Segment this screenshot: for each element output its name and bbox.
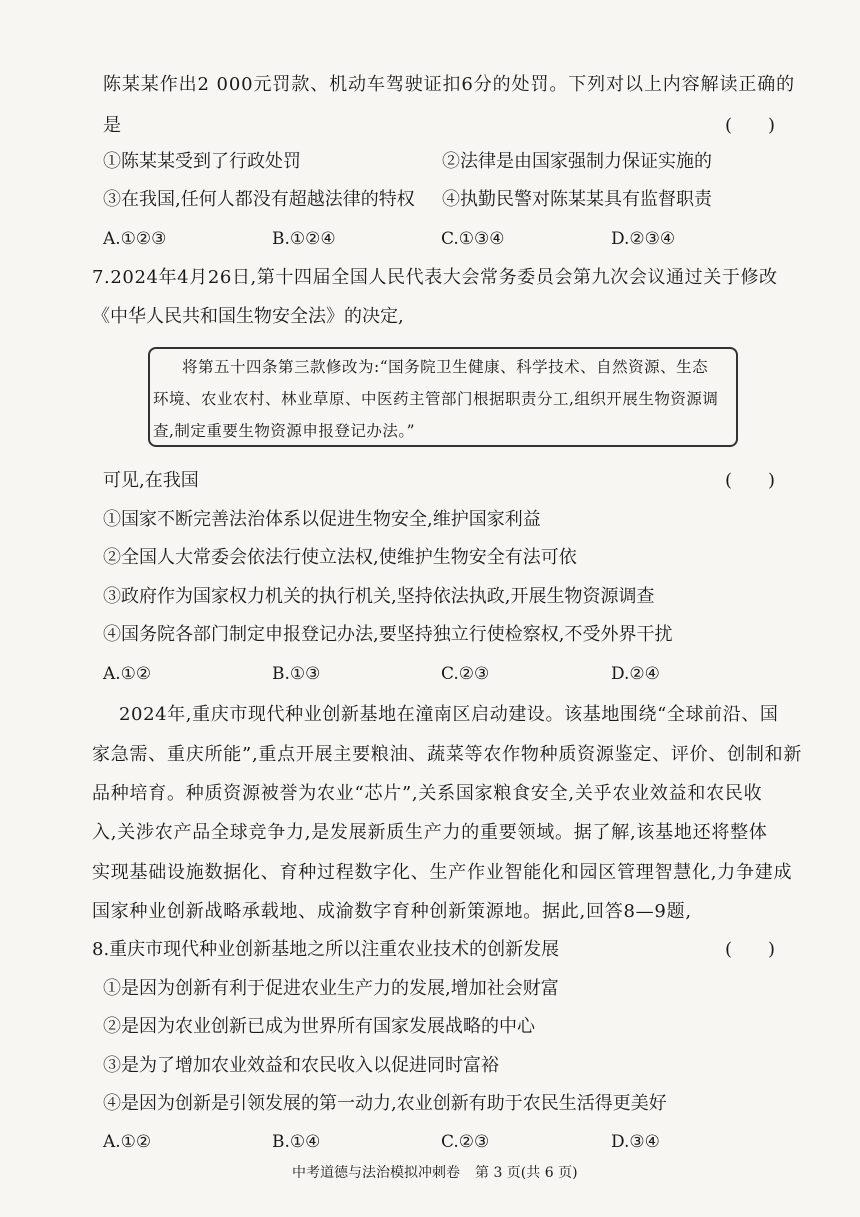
passage-line-1: 2024年,重庆市现代种业创新基地在潼南区启动建设。该基地围绕“全球前沿、国 bbox=[119, 704, 779, 725]
q8-option-b: B.①④ bbox=[272, 1132, 321, 1152]
q6-stem-end: 是 bbox=[103, 115, 121, 136]
q6-statement-1: ①陈某某受到了行政处罚 bbox=[103, 151, 301, 172]
passage-line-5: 实现基础设施数据化、育种过程数字化、生产作业智能化和园区管理智慧化,力争建成 bbox=[92, 862, 793, 883]
passage-line-3: 品种培育。种质资源被誉为农业“芯片”,关系国家粮食安全,关乎农业效益和农民收 bbox=[92, 783, 763, 804]
q8-answer-blank: ( ) bbox=[725, 939, 776, 960]
q7-answer-blank: ( ) bbox=[725, 470, 776, 491]
q6-stem-continuation: 陈某某作出2 000元罚款、机动车驾驶证扣6分的处罚。下列对以上内容解读正确的 bbox=[103, 74, 796, 95]
q8-statement-2: ②是因为农业创新已成为世界所有国家发展战略的中心 bbox=[103, 1016, 535, 1037]
q8-statement-3: ③是为了增加农业效益和农民收入以促进同时富裕 bbox=[103, 1055, 499, 1076]
passage-line-6: 国家种业创新战略承载地、成渝数字育种创新策源地。据此,回答8—9题, bbox=[92, 901, 692, 922]
q6-answer-blank: ( ) bbox=[725, 115, 776, 136]
passage-line-4: 入,关涉农产品全球竞争力,是发展新质生产力的重要领域。据了解,该基地还将整体 bbox=[92, 822, 768, 843]
q7-statement-2: ②全国人大常委会依法行使立法权,使维护生物安全有法可依 bbox=[103, 547, 577, 568]
q7-stem-line-2: 《中华人民共和国生物安全法》的决定, bbox=[92, 306, 404, 327]
q7-statement-3: ③政府作为国家权力机关的执行机关,坚持依法执政,开展生物资源调查 bbox=[103, 586, 655, 607]
q7-quote-line-3: 查,制定重要生物资源申报登记办法。” bbox=[153, 422, 416, 440]
q7-quote-box bbox=[148, 347, 738, 447]
q8-stem: 8.重庆市现代种业创新基地之所以注重农业技术的创新发展 bbox=[92, 939, 560, 960]
q7-lead: 可见,在我国 bbox=[103, 470, 199, 491]
q8-options bbox=[103, 1130, 783, 1154]
footer-page-number: 第 3 页(共 6 页) bbox=[475, 1165, 578, 1181]
q6-option-a: A.①②③ bbox=[103, 229, 167, 249]
q8-statement-1: ①是因为创新有利于促进农业生产力的发展,增加社会财富 bbox=[103, 978, 559, 999]
q7-options bbox=[103, 662, 783, 686]
footer-title: 中考道德与法治模拟冲刺卷 bbox=[292, 1165, 460, 1181]
q8-option-a: A.①② bbox=[103, 1132, 152, 1152]
q6-option-d: D.②③④ bbox=[611, 229, 676, 249]
q8-option-d: D.③④ bbox=[611, 1132, 660, 1152]
q8-statement-4: ④是因为创新是引领发展的第一动力,农业创新有助于农民生活得更美好 bbox=[103, 1093, 667, 1114]
q7-option-a: A.①② bbox=[103, 664, 152, 684]
q7-quote-line-2: 环境、农业农村、林业草原、中医药主管部门根据职责分工,组织开展生物资源调 bbox=[153, 390, 719, 408]
q7-statement-1: ①国家不断完善法治体系以促进生物安全,维护国家利益 bbox=[103, 509, 541, 530]
q6-statement-4: ④执勤民警对陈某某具有监督职责 bbox=[442, 189, 712, 210]
q7-stem-line-1: 7.2024年4月26日,第十四届全国人民代表大会常务委员会第九次会议通过关于修改 bbox=[92, 267, 778, 288]
q7-quote-line-1: 将第五十四条第三款修改为:“国务院卫生健康、科学技术、自然资源、生态 bbox=[182, 358, 709, 376]
q7-statement-4: ④国务院各部门制定申报登记办法,要坚持独立行使检察权,不受外界干扰 bbox=[103, 624, 673, 645]
q6-statement-2: ②法律是由国家强制力保证实施的 bbox=[442, 151, 712, 172]
q6-option-c: C.①③④ bbox=[441, 229, 505, 249]
q7-option-c: C.②③ bbox=[441, 664, 490, 684]
q6-statement-3: ③在我国,任何人都没有超越法律的特权 bbox=[103, 189, 415, 210]
passage-line-2: 家急需、重庆所能”,重点开展主要粮油、蔬菜等农作物种质资源鉴定、评价、创制和新 bbox=[92, 744, 803, 765]
q6-options bbox=[103, 227, 783, 251]
q7-option-d: D.②④ bbox=[611, 664, 660, 684]
q6-option-b: B.①②④ bbox=[272, 229, 336, 249]
q7-option-b: B.①③ bbox=[272, 664, 321, 684]
q8-option-c: C.②③ bbox=[441, 1132, 490, 1152]
